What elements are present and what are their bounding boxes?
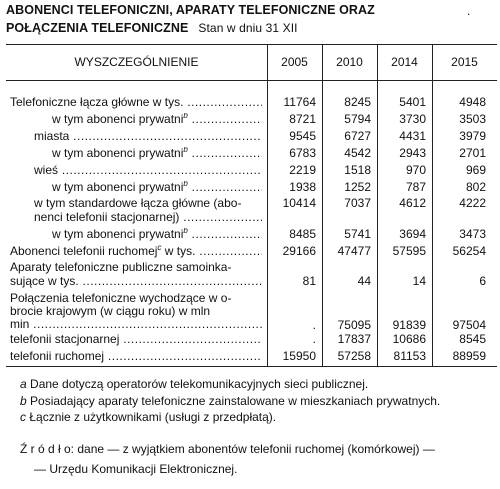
table-cell: . (312, 318, 316, 332)
table-cell: 4542 (344, 146, 371, 160)
table-cell: 5794 (344, 112, 371, 126)
header-label: WYSZCZEGÓLNIENIE (74, 55, 199, 69)
footnote-ref: b (183, 228, 188, 235)
header-year: 2014 (391, 55, 418, 69)
table-cell: 8545 (459, 332, 486, 346)
row-label-line: telefonii stacjonarnej ..... (10, 333, 262, 346)
row-label (6, 130, 262, 145)
table-cell: 2701 (459, 146, 486, 160)
row-label-line: wieś ..... (34, 164, 262, 177)
table-cell: 4612 (399, 196, 426, 210)
row-label-line: Telefoniczne łącza główne w tys. ..... (10, 96, 262, 109)
table-bottom-rule (6, 366, 497, 367)
table-cell: 8721 (289, 112, 316, 126)
row-label-line: w tym standardowe łącza główne (abo- (34, 197, 242, 210)
row-label-line: telefonii ruchomej ..... (10, 350, 262, 363)
footnote-mark: a (20, 377, 27, 391)
table-cell: 11764 (283, 95, 316, 109)
table-cell: 10686 (392, 332, 426, 346)
table-cell: 4431 (399, 129, 426, 143)
table-cell: 81153 (393, 349, 426, 363)
row-label-line: w tym abonenci prywatni$^b$ ..... (52, 181, 262, 194)
row-label (6, 261, 262, 291)
table-cell: 10414 (282, 196, 316, 210)
column-divider (432, 44, 433, 366)
footnote-mark: b (20, 394, 27, 408)
footnote (20, 377, 368, 391)
row-label-line: sujące w tys. ..... (10, 275, 262, 288)
table-cell: 91839 (392, 318, 426, 332)
table-cell: 81 (302, 274, 316, 288)
table-cell: 1252 (344, 180, 371, 194)
row-label-line: Abonenci telefonii ruchomej$^c$ w tys. ..... (10, 245, 262, 258)
table-cell: 1518 (344, 163, 371, 177)
footnote (20, 410, 276, 424)
table-cell: 57258 (337, 349, 371, 363)
row-label (6, 197, 262, 227)
table-cell: 47477 (337, 244, 371, 258)
title-line-2 (6, 21, 298, 36)
row-label-line: brocie krajowym (w ciągu roku) w mln (10, 304, 211, 318)
table-cell: 29166 (282, 244, 316, 258)
table-cell: 5741 (344, 227, 371, 241)
table-cell: 3979 (459, 129, 486, 143)
row-label (6, 96, 262, 111)
table-cell: 4222 (459, 196, 486, 210)
footnote-ref: b (183, 181, 188, 188)
title-line-1 (6, 3, 375, 18)
header-rule (6, 80, 497, 81)
table-cell: 8245 (344, 95, 371, 109)
table-cell: 15950 (282, 349, 316, 363)
table-cell: 3473 (459, 227, 486, 241)
title-text-2: POŁĄCZENIA TELEFONICZNE (6, 21, 189, 35)
table-cell: 4948 (459, 95, 486, 109)
source-line-1: Ź r ó d ł o: dane — z wyjątkiem abonentów telefonii ruchomej (komórkowej) — (20, 442, 435, 456)
table-cell: 3730 (399, 112, 426, 126)
table-cell: 57595 (392, 244, 426, 258)
source-line-2: — Urzędu Komunikacji Elektronicznej. (34, 462, 238, 476)
table-cell: 6 (479, 274, 486, 288)
table-cell: 6783 (289, 146, 316, 160)
header-year: 2005 (281, 55, 308, 69)
table-cell: 9545 (289, 129, 316, 143)
row-label-line: w tym abonenci prywatni$^b$ ..... (52, 113, 262, 126)
footnote-text: Posiadający aparaty telefoniczne zainstalowane w mieszkaniach prywatnych. (30, 394, 441, 408)
footnote-ref: c (157, 245, 162, 252)
footnote-text: Dane dotyczą operatorów telekomunikacyjnych sieci publicznej. (30, 377, 369, 391)
title-text-1: ABONENCI TELEFONICZNI, APARATY TELEFONICZNE ORAZ (6, 3, 375, 17)
table-cell: 14 (412, 274, 426, 288)
row-label (6, 113, 262, 128)
table-cell: 2219 (289, 163, 316, 177)
state-date: Stan w dniu 31 XII (198, 21, 298, 35)
footnote (20, 394, 440, 408)
table-cell: 75095 (337, 318, 371, 332)
table-cell: 7037 (344, 196, 371, 210)
table-cell: 5401 (399, 95, 426, 109)
table-cell: 969 (465, 163, 486, 177)
table-cell: 2943 (399, 146, 426, 160)
footnote-ref: b (183, 147, 188, 154)
row-label (6, 181, 262, 196)
row-label (6, 350, 262, 365)
table-cell: 787 (405, 180, 426, 194)
table-cell: 97504 (452, 318, 486, 332)
title-mark: . (467, 4, 471, 18)
table-cell: 44 (357, 274, 371, 288)
table-cell: 802 (465, 180, 486, 194)
row-label-line: Połączenia telefoniczne wychodzące w o- (10, 292, 232, 305)
table-cell: . (312, 332, 316, 346)
row-label (6, 333, 262, 348)
row-label-line: w tym abonenci prywatni$^b$ ..... (52, 147, 262, 160)
table-cell: 88959 (452, 349, 486, 363)
row-label-line: w tym abonenci prywatni$^b$ ..... (52, 228, 262, 241)
row-label (6, 245, 262, 260)
row-label-line: Aparaty telefoniczne publiczne samoinka- (10, 261, 232, 274)
row-label-line: nenci telefonii stacjonarnej) ..... (34, 211, 262, 224)
table-cell: 3694 (399, 227, 426, 241)
row-label (6, 164, 262, 179)
row-label-line: miasta ..... (34, 130, 262, 143)
footnote-text: Łącznie z użytkownikami (usługi z przedpłatą). (29, 410, 277, 424)
header-year: 2010 (336, 55, 363, 69)
footnote-mark: c (20, 410, 26, 424)
row-label (6, 228, 262, 243)
header-year: 2015 (451, 55, 478, 69)
table-cell: 3503 (459, 112, 486, 126)
table-cell: 1938 (289, 180, 316, 194)
row-label (6, 147, 262, 162)
table-cell: 8485 (289, 227, 316, 241)
footnote-ref: b (183, 113, 188, 120)
table-cell: 6727 (344, 129, 371, 143)
row-label (6, 292, 262, 333)
row-label-line: min ..... (10, 318, 262, 331)
table-cell: 17837 (337, 332, 371, 346)
table-cell: 970 (405, 163, 426, 177)
table-cell: 56254 (452, 244, 486, 258)
